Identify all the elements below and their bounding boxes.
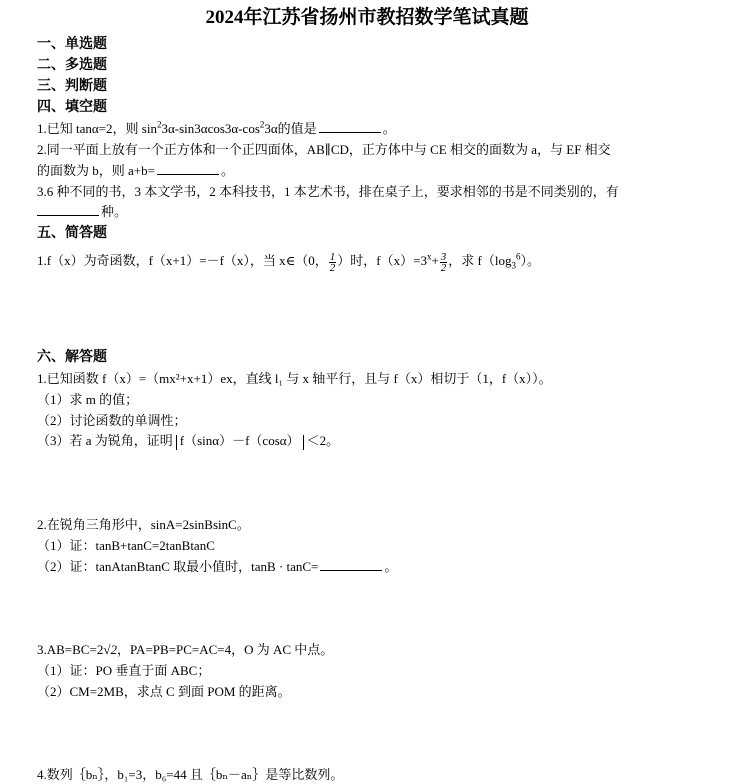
answer-blank xyxy=(157,162,219,175)
section-solution: 六、解答题 xyxy=(37,350,107,365)
fill-question-3-line-2: 种。 xyxy=(37,201,674,220)
answer-question-1-part-2: （2）讨论函数的单调性； xyxy=(37,413,187,428)
section-single-choice: 一、单选题 xyxy=(37,37,107,52)
answer-question-1: 1.已知函数 f（x）=（mx²+x+1）ex，直线 l₁ 与 x 轴平行，且与 f（x）相切于（1，f（x））。 xyxy=(37,371,552,386)
section-fill-blank: 四、填空题 xyxy=(37,100,107,115)
page-title: 2024年江苏省扬州市教招数学笔试真题 xyxy=(205,7,529,28)
answer-blank xyxy=(320,558,382,571)
fill-question-1: 1.已知 tanα=2，则 $\sin^23\alpha-\sin 3\alpha\cos 3\alpha-\cos^23\alpha$的值是 。 xyxy=(37,119,396,136)
answer-question-2-part-1: （1）证：tanB+tanC=2tanBtanC xyxy=(37,538,215,553)
fill-question-3-line-1: 3.6 种不同的书，3 本文学书，2 本科技书，1 本艺术书，排在桌子上，要求相邻的书是不同类别的，有 xyxy=(37,184,619,199)
answer-question-1-part-1: （1）求 m 的值； xyxy=(37,392,139,407)
section-true-false: 三、判断题 xyxy=(37,79,107,94)
answer-question-3-part-2: （2）CM=2MB，求点 C 到面 POM 的距离。 xyxy=(37,684,291,699)
short-question-1: 1.f（x）为奇函数，f（x+1）=－f（x），当 x∈（0， $\frac{1}{2}$ ）时，$f(x)=3^x+$ $\frac{3}{2}$ ，求 $f(\log_3^6)$。 xyxy=(37,250,541,274)
answer-question-2-part-2: （2）证：tanAtanBtanC 取最小值时，tanB · tanC= 。 xyxy=(37,559,398,574)
abs-bar-right xyxy=(303,435,304,450)
section-short-answer: 五、简答题 xyxy=(37,226,107,241)
abs-bar-left xyxy=(176,435,177,450)
answer-question-1-part-3: （3）若 a 为锐角，证明 f（sinα）－f（cosα） ＜2。 xyxy=(37,433,340,448)
fraction: $\frac{1}{2}$ xyxy=(329,250,336,274)
answer-blank xyxy=(319,120,381,133)
answer-question-2: 2.在锐角三角形中，sinA=2sinBsinC。 xyxy=(37,517,250,532)
answer-question-3-part-1: （1）证：PO 垂直于面 ABC； xyxy=(37,663,211,678)
answer-blank xyxy=(37,203,99,216)
section-multi-choice: 二、多选题 xyxy=(37,58,107,73)
fill-question-2-line-2: 的面数为 b，则 a+b= 。 xyxy=(37,163,234,178)
answer-question-3: 3.AB=BC=2√2，PA=PB=PC=AC=4，O 为 AC 中点。 xyxy=(37,642,334,657)
answer-question-4: 4.数列｛bₙ｝，b₁=3，b₆=44 且｛bₙ－aₙ｝是等比数列。 xyxy=(37,767,344,782)
fill-question-2-line-1: 2.同一平面上放有一个正方体和一个正四面体，AB∥CD，正方体中与 CE 相交的面数为 a，与 EF 相交 xyxy=(37,142,611,157)
fraction: $\frac{3}{2}$ xyxy=(440,250,447,274)
